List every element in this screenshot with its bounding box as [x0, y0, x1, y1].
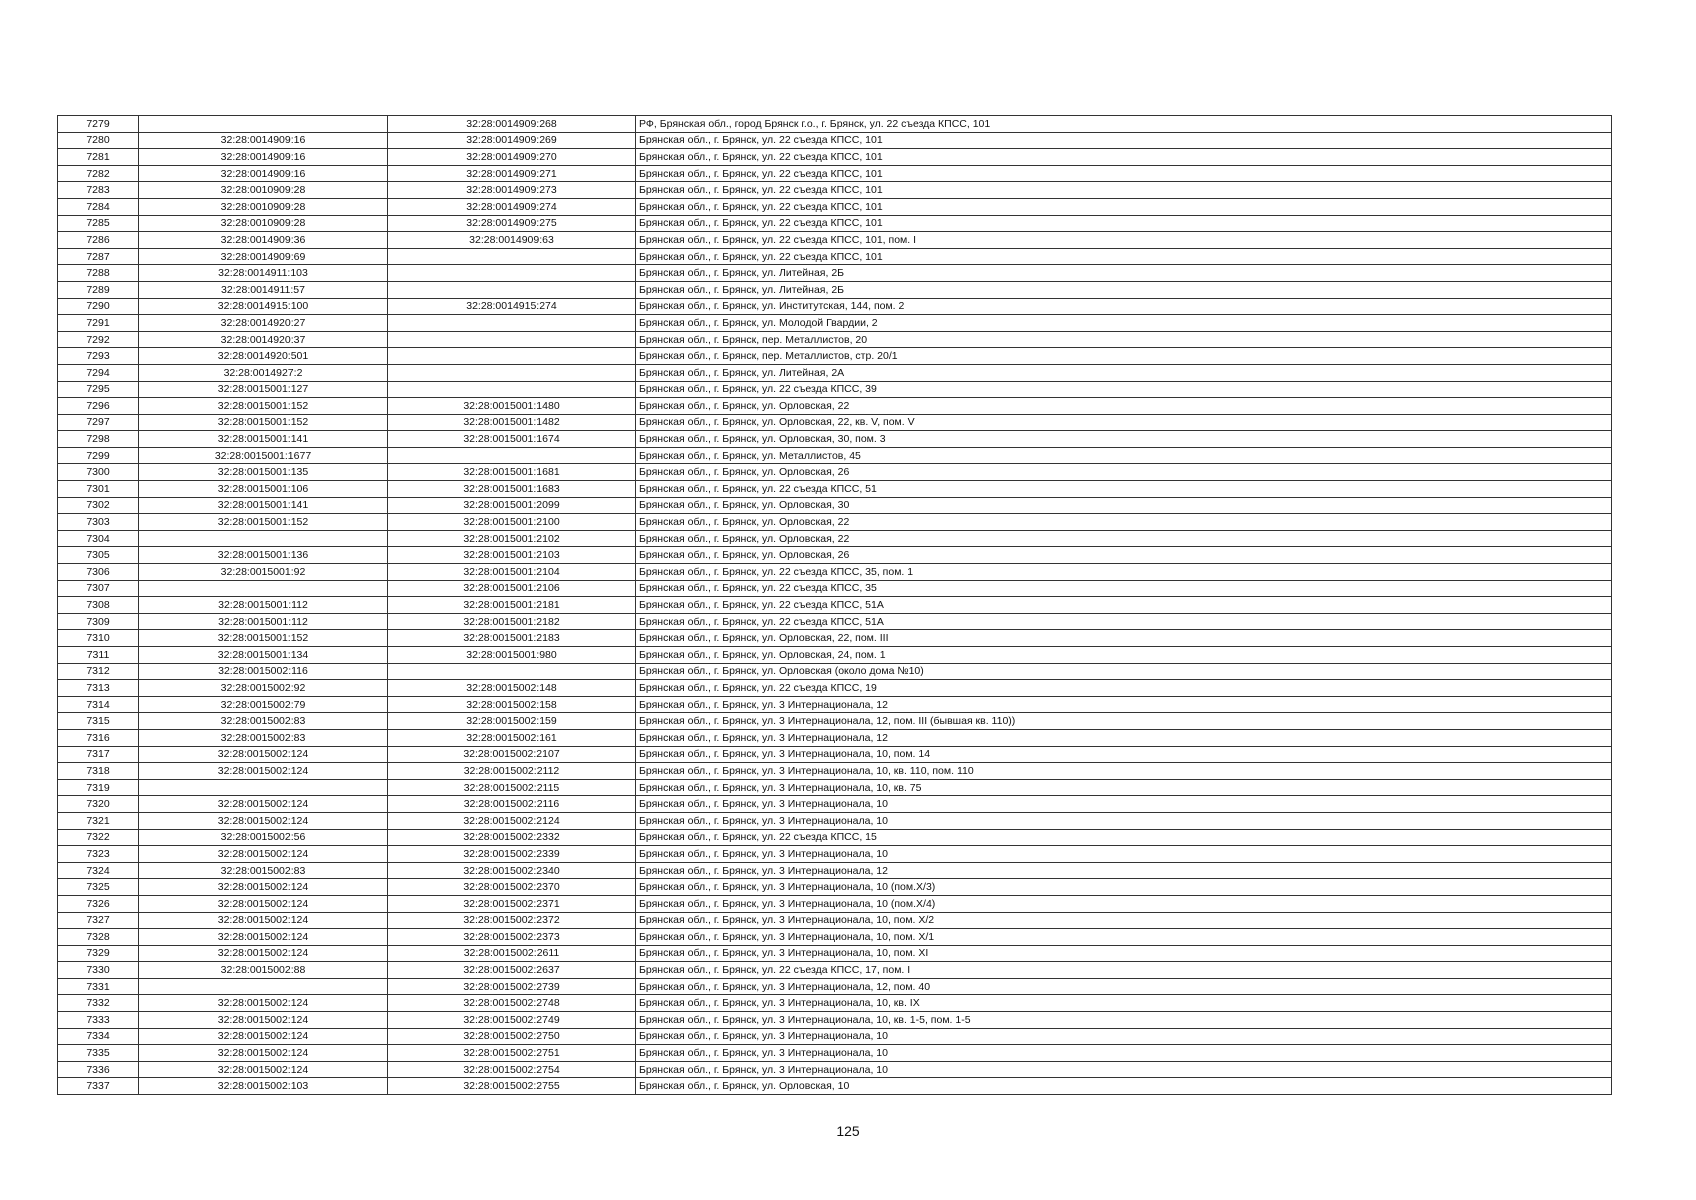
land-cadastral-number-cell: 32:28:0014920:501: [139, 348, 388, 365]
address-cell: Брянская обл., г. Брянск, ул. 3 Интернационала, 10: [636, 1061, 1612, 1078]
object-cadastral-number-cell: [388, 315, 636, 332]
object-cadastral-number-cell: [388, 663, 636, 680]
land-cadastral-number-cell: 32:28:0014920:37: [139, 331, 388, 348]
table-row: [58, 132, 1612, 149]
table-row: [58, 398, 1612, 415]
table-row: [58, 165, 1612, 182]
address-cell: Брянская обл., г. Брянск, ул. 22 съезда КПСС, 101: [636, 198, 1612, 215]
address-cell: Брянская обл., г. Брянск, ул. 22 съезда КПСС, 51А: [636, 613, 1612, 630]
land-cadastral-number-cell: 32:28:0015002:124: [139, 995, 388, 1012]
row-number-cell: 7290: [58, 298, 139, 315]
address-cell: Брянская обл., г. Брянск, ул. Орловская, 22, кв. V, пом. V: [636, 414, 1612, 431]
table-row: [58, 530, 1612, 547]
row-number-cell: 7326: [58, 895, 139, 912]
land-cadastral-number-cell: 32:28:0014909:36: [139, 232, 388, 249]
table-row: [58, 696, 1612, 713]
row-number-cell: 7309: [58, 613, 139, 630]
object-cadastral-number-cell: 32:28:0015002:2332: [388, 829, 636, 846]
object-cadastral-number-cell: 32:28:0015002:2112: [388, 763, 636, 780]
land-cadastral-number-cell: 32:28:0014909:16: [139, 132, 388, 149]
land-cadastral-number-cell: 32:28:0014927:2: [139, 364, 388, 381]
table-row: [58, 879, 1612, 896]
row-number-cell: 7333: [58, 1012, 139, 1029]
table-row: [58, 945, 1612, 962]
object-cadastral-number-cell: 32:28:0015002:2748: [388, 995, 636, 1012]
land-cadastral-number-cell: 32:28:0015001:127: [139, 381, 388, 398]
object-cadastral-number-cell: 32:28:0015002:2750: [388, 1028, 636, 1045]
object-cadastral-number-cell: 32:28:0015001:2181: [388, 597, 636, 614]
row-number-cell: 7292: [58, 331, 139, 348]
address-cell: Брянская обл., г. Брянск, ул. 3 Интернационала, 10, кв. 75: [636, 779, 1612, 796]
address-cell: Брянская обл., г. Брянск, ул. 22 съезда КПСС, 15: [636, 829, 1612, 846]
address-cell: Брянская обл., г. Брянск, ул. 3 Интернационала, 12, пом. III (бывшая кв. 110)): [636, 713, 1612, 730]
address-cell: Брянская обл., г. Брянск, ул. 22 съезда КПСС, 35: [636, 580, 1612, 597]
address-cell: Брянская обл., г. Брянск, ул. 22 съезда КПСС, 101, пом. I: [636, 232, 1612, 249]
table-row: [58, 978, 1612, 995]
row-number-cell: 7298: [58, 431, 139, 448]
object-cadastral-number-cell: 32:28:0014909:63: [388, 232, 636, 249]
land-cadastral-number-cell: 32:28:0015001:112: [139, 613, 388, 630]
address-cell: Брянская обл., г. Брянск, ул. Металлистов, 45: [636, 447, 1612, 464]
table-row: [58, 597, 1612, 614]
land-cadastral-number-cell: [139, 580, 388, 597]
object-cadastral-number-cell: 32:28:0015002:161: [388, 729, 636, 746]
table-row: [58, 613, 1612, 630]
table-row: [58, 995, 1612, 1012]
row-number-cell: 7306: [58, 564, 139, 581]
object-cadastral-number-cell: 32:28:0015002:2340: [388, 862, 636, 879]
table-row: [58, 248, 1612, 265]
object-cadastral-number-cell: 32:28:0015002:2739: [388, 978, 636, 995]
object-cadastral-number-cell: 32:28:0015002:2751: [388, 1045, 636, 1062]
address-cell: Брянская обл., г. Брянск, ул. 3 Интернационала, 12: [636, 696, 1612, 713]
land-cadastral-number-cell: 32:28:0015001:152: [139, 630, 388, 647]
address-cell: Брянская обл., г. Брянск, ул. Орловская, 24, пом. 1: [636, 647, 1612, 664]
land-cadastral-number-cell: 32:28:0014909:16: [139, 165, 388, 182]
object-cadastral-number-cell: 32:28:0015001:1480: [388, 398, 636, 415]
row-number-cell: 7323: [58, 846, 139, 863]
object-cadastral-number-cell: 32:28:0015002:159: [388, 713, 636, 730]
address-cell: Брянская обл., г. Брянск, ул. Орловская, 22: [636, 514, 1612, 531]
table-row: [58, 1045, 1612, 1062]
land-cadastral-number-cell: 32:28:0015002:124: [139, 929, 388, 946]
row-number-cell: 7328: [58, 929, 139, 946]
row-number-cell: 7318: [58, 763, 139, 780]
row-number-cell: 7337: [58, 1078, 139, 1095]
table-row: [58, 564, 1612, 581]
land-cadastral-number-cell: 32:28:0015002:124: [139, 1061, 388, 1078]
address-cell: Брянская обл., г. Брянск, ул. Молодой Гвардии, 2: [636, 315, 1612, 332]
object-cadastral-number-cell: 32:28:0015002:2339: [388, 846, 636, 863]
object-cadastral-number-cell: [388, 348, 636, 365]
address-cell: Брянская обл., г. Брянск, ул. Орловская, 22: [636, 530, 1612, 547]
table-row: [58, 116, 1612, 133]
address-cell: Брянская обл., г. Брянск, ул. 22 съезда КПСС, 101: [636, 165, 1612, 182]
row-number-cell: 7293: [58, 348, 139, 365]
row-number-cell: 7315: [58, 713, 139, 730]
land-cadastral-number-cell: 32:28:0015001:112: [139, 597, 388, 614]
table-row: [58, 862, 1612, 879]
table-row: [58, 232, 1612, 249]
table-row: [58, 796, 1612, 813]
table-row: [58, 447, 1612, 464]
object-cadastral-number-cell: 32:28:0015001:2103: [388, 547, 636, 564]
table-row: [58, 331, 1612, 348]
land-cadastral-number-cell: 32:28:0014911:103: [139, 265, 388, 282]
land-cadastral-number-cell: 32:28:0015001:141: [139, 431, 388, 448]
address-cell: Брянская обл., г. Брянск, ул. Орловская (около дома №10): [636, 663, 1612, 680]
land-cadastral-number-cell: 32:28:0015001:141: [139, 497, 388, 514]
object-cadastral-number-cell: [388, 248, 636, 265]
object-cadastral-number-cell: 32:28:0014909:271: [388, 165, 636, 182]
land-cadastral-number-cell: 32:28:0015002:124: [139, 746, 388, 763]
object-cadastral-number-cell: 32:28:0015002:2755: [388, 1078, 636, 1095]
table-row: [58, 298, 1612, 315]
land-cadastral-number-cell: 32:28:0015002:124: [139, 846, 388, 863]
address-cell: Брянская обл., г. Брянск, ул. 3 Интернационала, 12: [636, 862, 1612, 879]
table-row: [58, 729, 1612, 746]
row-number-cell: 7320: [58, 796, 139, 813]
table-row: [58, 746, 1612, 763]
row-number-cell: 7312: [58, 663, 139, 680]
land-cadastral-number-cell: 32:28:0015002:124: [139, 945, 388, 962]
object-cadastral-number-cell: [388, 265, 636, 282]
address-cell: Брянская обл., г. Брянск, ул. 3 Интернационала, 12, пом. 40: [636, 978, 1612, 995]
row-number-cell: 7308: [58, 597, 139, 614]
object-cadastral-number-cell: 32:28:0014909:273: [388, 182, 636, 199]
land-cadastral-number-cell: [139, 530, 388, 547]
address-cell: Брянская обл., г. Брянск, ул. Орловская, 22: [636, 398, 1612, 415]
table-row: [58, 680, 1612, 697]
row-number-cell: 7335: [58, 1045, 139, 1062]
row-number-cell: 7305: [58, 547, 139, 564]
land-cadastral-number-cell: [139, 779, 388, 796]
address-cell: Брянская обл., г. Брянск, ул. Орловская, 30: [636, 497, 1612, 514]
object-cadastral-number-cell: 32:28:0015001:2104: [388, 564, 636, 581]
land-cadastral-number-cell: 32:28:0015002:79: [139, 696, 388, 713]
land-cadastral-number-cell: [139, 978, 388, 995]
row-number-cell: 7325: [58, 879, 139, 896]
table-row: [58, 464, 1612, 481]
object-cadastral-number-cell: [388, 447, 636, 464]
object-cadastral-number-cell: 32:28:0014909:269: [388, 132, 636, 149]
address-cell: Брянская обл., г. Брянск, ул. 3 Интернационала, 10, кв. 110, пом. 110: [636, 763, 1612, 780]
address-cell: Брянская обл., г. Брянск, ул. 22 съезда КПСС, 35, пом. 1: [636, 564, 1612, 581]
row-number-cell: 7332: [58, 995, 139, 1012]
registry-table-body: [58, 116, 1612, 1095]
address-cell: Брянская обл., г. Брянск, ул. Орловская, 30, пом. 3: [636, 431, 1612, 448]
row-number-cell: 7284: [58, 198, 139, 215]
row-number-cell: 7316: [58, 729, 139, 746]
address-cell: Брянская обл., г. Брянск, ул. 22 съезда КПСС, 39: [636, 381, 1612, 398]
address-cell: Брянская обл., г. Брянск, ул. 22 съезда КПСС, 101: [636, 149, 1612, 166]
table-row: [58, 912, 1612, 929]
table-row: [58, 962, 1612, 979]
row-number-cell: 7329: [58, 945, 139, 962]
address-cell: Брянская обл., г. Брянск, ул. 3 Интернационала, 10: [636, 812, 1612, 829]
row-number-cell: 7317: [58, 746, 139, 763]
object-cadastral-number-cell: 32:28:0015001:2106: [388, 580, 636, 597]
object-cadastral-number-cell: 32:28:0015002:2370: [388, 879, 636, 896]
row-number-cell: 7283: [58, 182, 139, 199]
land-cadastral-number-cell: 32:28:0014915:100: [139, 298, 388, 315]
land-cadastral-number-cell: 32:28:0014909:16: [139, 149, 388, 166]
address-cell: Брянская обл., г. Брянск, ул. 3 Интернационала, 10, кв. 1-5, пом. 1-5: [636, 1012, 1612, 1029]
address-cell: Брянская обл., г. Брянск, пер. Металлистов, стр. 20/1: [636, 348, 1612, 365]
land-cadastral-number-cell: 32:28:0015001:92: [139, 564, 388, 581]
registry-table: [57, 115, 1612, 1095]
row-number-cell: 7289: [58, 281, 139, 298]
land-cadastral-number-cell: 32:28:0015002:124: [139, 1028, 388, 1045]
row-number-cell: 7282: [58, 165, 139, 182]
object-cadastral-number-cell: 32:28:0015002:2749: [388, 1012, 636, 1029]
land-cadastral-number-cell: 32:28:0015002:116: [139, 663, 388, 680]
table-row: [58, 348, 1612, 365]
object-cadastral-number-cell: [388, 381, 636, 398]
address-cell: Брянская обл., г. Брянск, ул. 3 Интернационала, 10: [636, 1045, 1612, 1062]
object-cadastral-number-cell: 32:28:0015001:2182: [388, 613, 636, 630]
row-number-cell: 7324: [58, 862, 139, 879]
row-number-cell: 7327: [58, 912, 139, 929]
land-cadastral-number-cell: 32:28:0015001:152: [139, 514, 388, 531]
address-cell: Брянская обл., г. Брянск, ул. Орловская, 26: [636, 464, 1612, 481]
table-row: [58, 431, 1612, 448]
land-cadastral-number-cell: 32:28:0010909:28: [139, 182, 388, 199]
land-cadastral-number-cell: 32:28:0015001:135: [139, 464, 388, 481]
object-cadastral-number-cell: 32:28:0015001:2100: [388, 514, 636, 531]
table-row: [58, 149, 1612, 166]
address-cell: Брянская обл., г. Брянск, ул. 22 съезда КПСС, 19: [636, 680, 1612, 697]
land-cadastral-number-cell: 32:28:0015002:83: [139, 729, 388, 746]
table-row: [58, 514, 1612, 531]
address-cell: Брянская обл., г. Брянск, ул. 22 съезда КПСС, 51А: [636, 597, 1612, 614]
address-cell: Брянская обл., г. Брянск, ул. 3 Интернационала, 10 (пом.Х/3): [636, 879, 1612, 896]
row-number-cell: 7296: [58, 398, 139, 415]
row-number-cell: 7322: [58, 829, 139, 846]
object-cadastral-number-cell: 32:28:0015001:2102: [388, 530, 636, 547]
object-cadastral-number-cell: 32:28:0015001:1674: [388, 431, 636, 448]
table-row: [58, 713, 1612, 730]
table-row: [58, 414, 1612, 431]
address-cell: РФ, Брянская обл., город Брянск г.о., г. Брянск, ул. 22 съезда КПСС, 101: [636, 116, 1612, 133]
table-row: [58, 812, 1612, 829]
table-row: [58, 1012, 1612, 1029]
address-cell: Брянская обл., г. Брянск, ул. Орловская, 22, пом. III: [636, 630, 1612, 647]
land-cadastral-number-cell: 32:28:0015001:134: [139, 647, 388, 664]
row-number-cell: 7334: [58, 1028, 139, 1045]
table-row: [58, 198, 1612, 215]
row-number-cell: 7321: [58, 812, 139, 829]
address-cell: Брянская обл., г. Брянск, ул. 22 съезда КПСС, 101: [636, 132, 1612, 149]
land-cadastral-number-cell: 32:28:0015002:83: [139, 862, 388, 879]
object-cadastral-number-cell: 32:28:0015002:2754: [388, 1061, 636, 1078]
table-row: [58, 630, 1612, 647]
land-cadastral-number-cell: 32:28:0015002:124: [139, 1045, 388, 1062]
address-cell: Брянская обл., г. Брянск, ул. 3 Интернационала, 10, пом. ХI: [636, 945, 1612, 962]
land-cadastral-number-cell: [139, 116, 388, 133]
row-number-cell: 7331: [58, 978, 139, 995]
table-row: [58, 182, 1612, 199]
land-cadastral-number-cell: 32:28:0010909:28: [139, 215, 388, 232]
table-row: [58, 580, 1612, 597]
address-cell: Брянская обл., г. Брянск, ул. 3 Интернационала, 10: [636, 1028, 1612, 1045]
object-cadastral-number-cell: 32:28:0015001:1681: [388, 464, 636, 481]
land-cadastral-number-cell: 32:28:0014909:69: [139, 248, 388, 265]
land-cadastral-number-cell: 32:28:0015002:124: [139, 912, 388, 929]
object-cadastral-number-cell: 32:28:0015002:158: [388, 696, 636, 713]
object-cadastral-number-cell: [388, 364, 636, 381]
object-cadastral-number-cell: 32:28:0014915:274: [388, 298, 636, 315]
address-cell: Брянская обл., г. Брянск, ул. 3 Интернационала, 12: [636, 729, 1612, 746]
land-cadastral-number-cell: 32:28:0014920:27: [139, 315, 388, 332]
address-cell: Брянская обл., г. Брянск, ул. Институтская, 144, пом. 2: [636, 298, 1612, 315]
row-number-cell: 7300: [58, 464, 139, 481]
address-cell: Брянская обл., г. Брянск, ул. 22 съезда КПСС, 101: [636, 248, 1612, 265]
address-cell: Брянская обл., г. Брянск, ул. Литейная, 2Б: [636, 265, 1612, 282]
row-number-cell: 7307: [58, 580, 139, 597]
object-cadastral-number-cell: 32:28:0015001:2183: [388, 630, 636, 647]
row-number-cell: 7301: [58, 481, 139, 498]
row-number-cell: 7287: [58, 248, 139, 265]
table-row: [58, 215, 1612, 232]
address-cell: Брянская обл., г. Брянск, ул. 3 Интернационала, 10, кв. IX: [636, 995, 1612, 1012]
table-row: [58, 281, 1612, 298]
row-number-cell: 7294: [58, 364, 139, 381]
table-row: [58, 1061, 1612, 1078]
object-cadastral-number-cell: 32:28:0015002:2115: [388, 779, 636, 796]
land-cadastral-number-cell: 32:28:0015002:103: [139, 1078, 388, 1095]
land-cadastral-number-cell: 32:28:0015002:88: [139, 962, 388, 979]
land-cadastral-number-cell: 32:28:0015002:124: [139, 796, 388, 813]
object-cadastral-number-cell: 32:28:0015002:148: [388, 680, 636, 697]
row-number-cell: 7297: [58, 414, 139, 431]
land-cadastral-number-cell: 32:28:0015001:152: [139, 414, 388, 431]
row-number-cell: 7304: [58, 530, 139, 547]
address-cell: Брянская обл., г. Брянск, ул. 3 Интернационала, 10, пом. Х/2: [636, 912, 1612, 929]
registry-sheet: [57, 115, 1611, 1095]
table-row: [58, 779, 1612, 796]
object-cadastral-number-cell: 32:28:0015002:2372: [388, 912, 636, 929]
object-cadastral-number-cell: 32:28:0015002:2611: [388, 945, 636, 962]
row-number-cell: 7319: [58, 779, 139, 796]
row-number-cell: 7279: [58, 116, 139, 133]
table-row: [58, 364, 1612, 381]
table-row: [58, 481, 1612, 498]
row-number-cell: 7299: [58, 447, 139, 464]
table-row: [58, 829, 1612, 846]
address-cell: Брянская обл., г. Брянск, ул. Литейная, 2Б: [636, 281, 1612, 298]
row-number-cell: 7288: [58, 265, 139, 282]
land-cadastral-number-cell: 32:28:0014911:57: [139, 281, 388, 298]
object-cadastral-number-cell: 32:28:0015002:2637: [388, 962, 636, 979]
object-cadastral-number-cell: 32:28:0014909:275: [388, 215, 636, 232]
table-row: [58, 895, 1612, 912]
land-cadastral-number-cell: 32:28:0015001:1677: [139, 447, 388, 464]
table-row: [58, 547, 1612, 564]
row-number-cell: 7303: [58, 514, 139, 531]
object-cadastral-number-cell: [388, 281, 636, 298]
land-cadastral-number-cell: 32:28:0015001:106: [139, 481, 388, 498]
land-cadastral-number-cell: 32:28:0015001:136: [139, 547, 388, 564]
row-number-cell: 7281: [58, 149, 139, 166]
object-cadastral-number-cell: 32:28:0014909:268: [388, 116, 636, 133]
table-row: [58, 846, 1612, 863]
page-number: 125: [836, 1123, 860, 1139]
row-number-cell: 7310: [58, 630, 139, 647]
land-cadastral-number-cell: 32:28:0015002:83: [139, 713, 388, 730]
row-number-cell: 7285: [58, 215, 139, 232]
row-number-cell: 7311: [58, 647, 139, 664]
object-cadastral-number-cell: 32:28:0015002:2107: [388, 746, 636, 763]
object-cadastral-number-cell: 32:28:0015001:1482: [388, 414, 636, 431]
land-cadastral-number-cell: 32:28:0015001:152: [139, 398, 388, 415]
address-cell: Брянская обл., г. Брянск, ул. Орловская, 10: [636, 1078, 1612, 1095]
address-cell: Брянская обл., г. Брянск, ул. 3 Интернационала, 10, пом. Х/1: [636, 929, 1612, 946]
object-cadastral-number-cell: 32:28:0015002:2116: [388, 796, 636, 813]
address-cell: Брянская обл., г. Брянск, ул. 3 Интернационала, 10, пом. 14: [636, 746, 1612, 763]
row-number-cell: 7280: [58, 132, 139, 149]
land-cadastral-number-cell: 32:28:0015002:92: [139, 680, 388, 697]
land-cadastral-number-cell: 32:28:0015002:124: [139, 1012, 388, 1029]
row-number-cell: 7295: [58, 381, 139, 398]
table-row: [58, 929, 1612, 946]
address-cell: Брянская обл., г. Брянск, ул. 22 съезда КПСС, 17, пом. I: [636, 962, 1612, 979]
land-cadastral-number-cell: 32:28:0015002:124: [139, 763, 388, 780]
table-row: [58, 381, 1612, 398]
table-row: [58, 647, 1612, 664]
table-row: [58, 315, 1612, 332]
land-cadastral-number-cell: 32:28:0015002:124: [139, 879, 388, 896]
object-cadastral-number-cell: [388, 331, 636, 348]
land-cadastral-number-cell: 32:28:0010909:28: [139, 198, 388, 215]
object-cadastral-number-cell: 32:28:0014909:274: [388, 198, 636, 215]
row-number-cell: 7330: [58, 962, 139, 979]
address-cell: Брянская обл., г. Брянск, ул. Орловская, 26: [636, 547, 1612, 564]
table-row: [58, 1078, 1612, 1095]
table-row: [58, 1028, 1612, 1045]
table-row: [58, 265, 1612, 282]
address-cell: Брянская обл., г. Брянск, ул. Литейная, 2А: [636, 364, 1612, 381]
table-row: [58, 497, 1612, 514]
row-number-cell: 7286: [58, 232, 139, 249]
address-cell: Брянская обл., г. Брянск, ул. 3 Интернационала, 10: [636, 846, 1612, 863]
address-cell: Брянская обл., г. Брянск, пер. Металлистов, 20: [636, 331, 1612, 348]
object-cadastral-number-cell: 32:28:0015002:2373: [388, 929, 636, 946]
address-cell: Брянская обл., г. Брянск, ул. 22 съезда КПСС, 101: [636, 182, 1612, 199]
table-row: [58, 763, 1612, 780]
land-cadastral-number-cell: 32:28:0015002:124: [139, 895, 388, 912]
table-row: [58, 663, 1612, 680]
object-cadastral-number-cell: 32:28:0015001:2099: [388, 497, 636, 514]
object-cadastral-number-cell: 32:28:0015001:1683: [388, 481, 636, 498]
land-cadastral-number-cell: 32:28:0015002:56: [139, 829, 388, 846]
row-number-cell: 7314: [58, 696, 139, 713]
row-number-cell: 7291: [58, 315, 139, 332]
row-number-cell: 7302: [58, 497, 139, 514]
object-cadastral-number-cell: 32:28:0015002:2371: [388, 895, 636, 912]
address-cell: Брянская обл., г. Брянск, ул. 22 съезда КПСС, 101: [636, 215, 1612, 232]
object-cadastral-number-cell: 32:28:0015001:980: [388, 647, 636, 664]
object-cadastral-number-cell: 32:28:0015002:2124: [388, 812, 636, 829]
land-cadastral-number-cell: 32:28:0015002:124: [139, 812, 388, 829]
address-cell: Брянская обл., г. Брянск, ул. 3 Интернационала, 10 (пом.Х/4): [636, 895, 1612, 912]
address-cell: Брянская обл., г. Брянск, ул. 3 Интернационала, 10: [636, 796, 1612, 813]
object-cadastral-number-cell: 32:28:0014909:270: [388, 149, 636, 166]
row-number-cell: 7313: [58, 680, 139, 697]
row-number-cell: 7336: [58, 1061, 139, 1078]
address-cell: Брянская обл., г. Брянск, ул. 22 съезда КПСС, 51: [636, 481, 1612, 498]
